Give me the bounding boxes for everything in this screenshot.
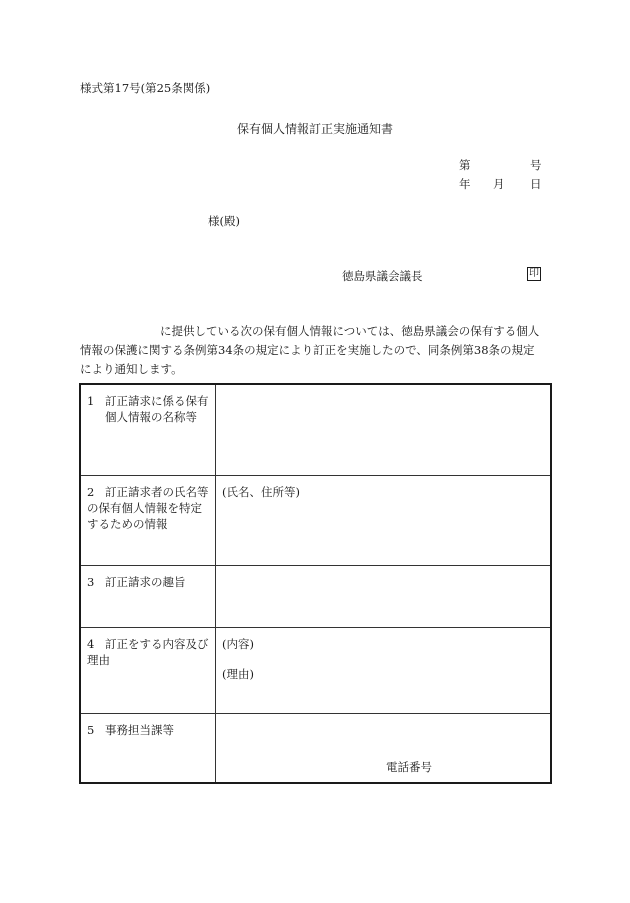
row-number: 1 xyxy=(87,394,95,408)
document-number-label: 第 xyxy=(459,158,471,172)
row-label-line: 個人情報の名称等 xyxy=(105,410,197,424)
phone-number-label: 電話番号 xyxy=(386,760,432,774)
reason-hint: (理由) xyxy=(222,667,254,681)
table-row xyxy=(80,714,551,784)
row-label-line: 理由 xyxy=(87,653,110,667)
date-day-label: 日 xyxy=(530,177,542,191)
table-row xyxy=(80,628,551,714)
addressee: 様(殿) xyxy=(208,214,240,228)
notice-table xyxy=(79,383,552,784)
row-value[interactable] xyxy=(216,714,552,784)
row-label-line: するための情報 xyxy=(87,517,168,531)
row-label xyxy=(80,628,216,714)
body-line-3: により通知します。 xyxy=(80,362,183,376)
row-label xyxy=(80,566,216,628)
row-label xyxy=(80,714,216,784)
row-value[interactable] xyxy=(216,476,552,566)
row-value[interactable] xyxy=(216,384,552,476)
row-label-line: 訂正請求に係る保有 xyxy=(105,394,209,408)
seal-mark: 印 xyxy=(529,268,539,279)
content-hint: (内容) xyxy=(222,637,254,651)
document-number-suffix: 号 xyxy=(530,158,542,172)
date-year-label: 年 xyxy=(459,177,471,191)
row-label-line: の保有個人情報を特定 xyxy=(87,501,202,515)
row-number: 2 xyxy=(87,485,95,499)
row-number: 4 xyxy=(87,637,95,651)
form-number: 様式第17号(第25条関係) xyxy=(80,81,211,95)
document-title: 保有個人情報訂正実施通知書 xyxy=(236,122,393,136)
row-number: 3 xyxy=(87,575,95,589)
row-label-line: 訂正をする内容及び xyxy=(105,637,209,651)
body-line-1: に提供している次の保有個人情報については、徳島県議会の保有する個人 xyxy=(160,324,540,338)
row-label xyxy=(80,476,216,566)
date-month-label: 月 xyxy=(493,177,505,191)
row-label-line: 訂正請求者の氏名等 xyxy=(105,485,209,499)
notice-body xyxy=(80,322,560,379)
requester-info-hint: (氏名、住所等) xyxy=(222,485,300,499)
table-row xyxy=(80,384,551,476)
row-value[interactable] xyxy=(216,628,552,714)
row-label-line: 事務担当課等 xyxy=(105,723,174,737)
body-line-2: 情報の保護に関する条例第34条の規定により訂正を実施したので、同条例第38条の規定 xyxy=(80,343,535,357)
sender-name: 徳島県議会議長 xyxy=(342,269,423,283)
table-row xyxy=(80,566,551,628)
row-value[interactable] xyxy=(216,566,552,628)
table-row xyxy=(80,476,551,566)
row-label xyxy=(80,384,216,476)
row-label-line: 訂正請求の趣旨 xyxy=(105,575,186,589)
row-number: 5 xyxy=(87,723,95,737)
